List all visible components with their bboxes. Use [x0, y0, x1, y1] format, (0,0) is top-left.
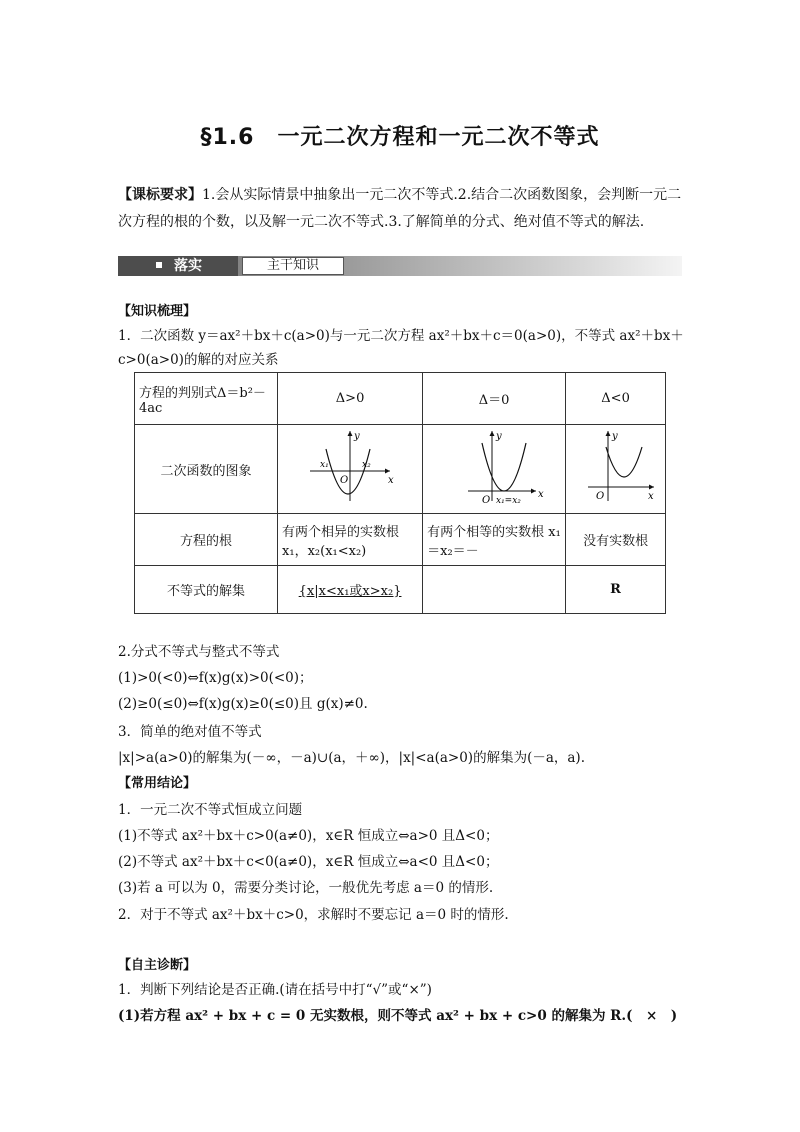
row-roots-label: 方程的根 — [135, 514, 278, 566]
banner-left — [118, 256, 238, 276]
header-delta-positive: Δ>0 — [278, 373, 423, 425]
graph-two-roots — [278, 425, 423, 514]
conclusion-line-2: (1)不等式 ax²＋bx＋c>0(a≠0)，x∈R 恒成立⇔a>0 且Δ<0； — [118, 828, 499, 844]
requirement-label: 【课标要求】 — [118, 187, 202, 203]
root-x1-label: x₁ — [320, 460, 329, 470]
solution-set-two-roots: {x|x<x₁或x>x₂} — [278, 566, 423, 614]
requirement-text-2: 次方程的根的个数，以及解一元二次不等式.3.了解简单的分式、绝对值不等式的解法. — [118, 214, 645, 230]
item2-line1: (1)>0(<0)⇔f(x)g(x)>0(<0)； — [118, 670, 313, 686]
solution-set-double-root — [423, 566, 566, 614]
origin-label: O — [340, 475, 349, 486]
header-discriminant: 方程的判别式Δ＝b²－4ac — [135, 373, 278, 425]
parabola-no-roots-graph — [574, 427, 658, 507]
page-title: §1.6 一元二次方程和一元二次不等式 — [200, 125, 600, 150]
header-delta-zero: Δ＝0 — [423, 373, 566, 425]
graph-no-roots — [566, 425, 666, 514]
x-axis-label: x — [647, 491, 654, 502]
roots-none: 没有实数根 — [566, 514, 666, 566]
x-axis-label: x — [538, 489, 544, 500]
diagnosis-heading: 【自主诊断】 — [118, 958, 197, 973]
square-bullet-icon — [156, 262, 162, 268]
origin-label: O — [482, 495, 491, 506]
banner-right-label: 主干知识 — [242, 257, 344, 275]
knowledge-item1-line1: 1．二次函数 y＝ax²＋bx＋c(a>0)与一元二次方程 ax²＋bx＋c＝0(a>0)，不等式 ax²＋bx＋ — [118, 328, 684, 344]
diagnosis-line-1: 1．判断下列结论是否正确.(请在括号中打“√”或“×”) — [118, 982, 432, 998]
parabola-two-roots-graph — [290, 427, 410, 507]
curriculum-requirement — [118, 182, 688, 236]
parabola-double-root-graph — [434, 427, 554, 507]
y-axis-label: y — [354, 431, 360, 442]
knowledge-item1-line2: c>0(a>0)的解的对应关系 — [118, 352, 279, 368]
section-banner — [118, 256, 682, 276]
root-x2-label: x₂ — [362, 460, 371, 470]
y-axis-label: y — [496, 431, 502, 442]
banner-left-label: 落实 — [174, 258, 202, 274]
requirement-text-1: 1.会从实际情景中抽象出一元二次不等式.2.结合二次函数图象，会判断一元二 — [202, 187, 682, 203]
x-axis-label: x — [388, 475, 394, 486]
conclusion-line-5: 2．对于不等式 ax²＋bx＋c>0，求解时不要忘记 a＝0 时的情形. — [118, 907, 509, 923]
row-inequality-label: 不等式的解集 — [135, 566, 278, 614]
double-root-label: x₁=x₂ — [496, 496, 522, 506]
y-axis-label: y — [611, 431, 618, 442]
row-graph-label: 二次函数的图象 — [135, 425, 278, 514]
origin-label: O — [595, 491, 604, 502]
correspondence-table — [134, 372, 666, 614]
graph-double-root — [423, 425, 566, 514]
conclusion-line-3: (2)不等式 ax²＋bx＋c<0(a≠0)，x∈R 恒成立⇔a<0 且Δ<0； — [118, 854, 499, 870]
roots-two-equal: 有两个相等的实数根 x₁＝x₂＝－ — [423, 514, 566, 566]
roots-two-distinct: 有两个相异的实数根 x₁，x₂(x₁<x₂) — [278, 514, 423, 566]
conclusion-line-4: (3)若 a 可以为 0，需要分类讨论，一般优先考虑 a＝0 的情形. — [118, 880, 494, 896]
diagnosis-line-2: (1)若方程 ax² + bx + c = 0 无实数根，则不等式 ax² + bx + c>0 的解集为 R.( × ) — [118, 1008, 678, 1024]
item3-line1: |x|>a(a>0)的解集为(－∞，－a)∪(a，＋∞)，|x|<a(a>0)的解集为(－a，a). — [118, 750, 585, 766]
item2-line2: (2)≥0(≤0)⇔f(x)g(x)≥0(≤0)且 g(x)≠0. — [118, 696, 368, 712]
knowledge-heading: 【知识梳理】 — [118, 304, 197, 319]
item3-heading: 3．简单的绝对值不等式 — [118, 724, 262, 740]
solution-set-no-roots: R — [566, 566, 666, 614]
header-delta-negative: Δ<0 — [566, 373, 666, 425]
conclusions-heading: 【常用结论】 — [118, 776, 197, 791]
conclusion-line-1: 1．一元二次不等式恒成立问题 — [118, 802, 303, 818]
item2-heading: 2.分式不等式与整式不等式 — [118, 644, 280, 660]
